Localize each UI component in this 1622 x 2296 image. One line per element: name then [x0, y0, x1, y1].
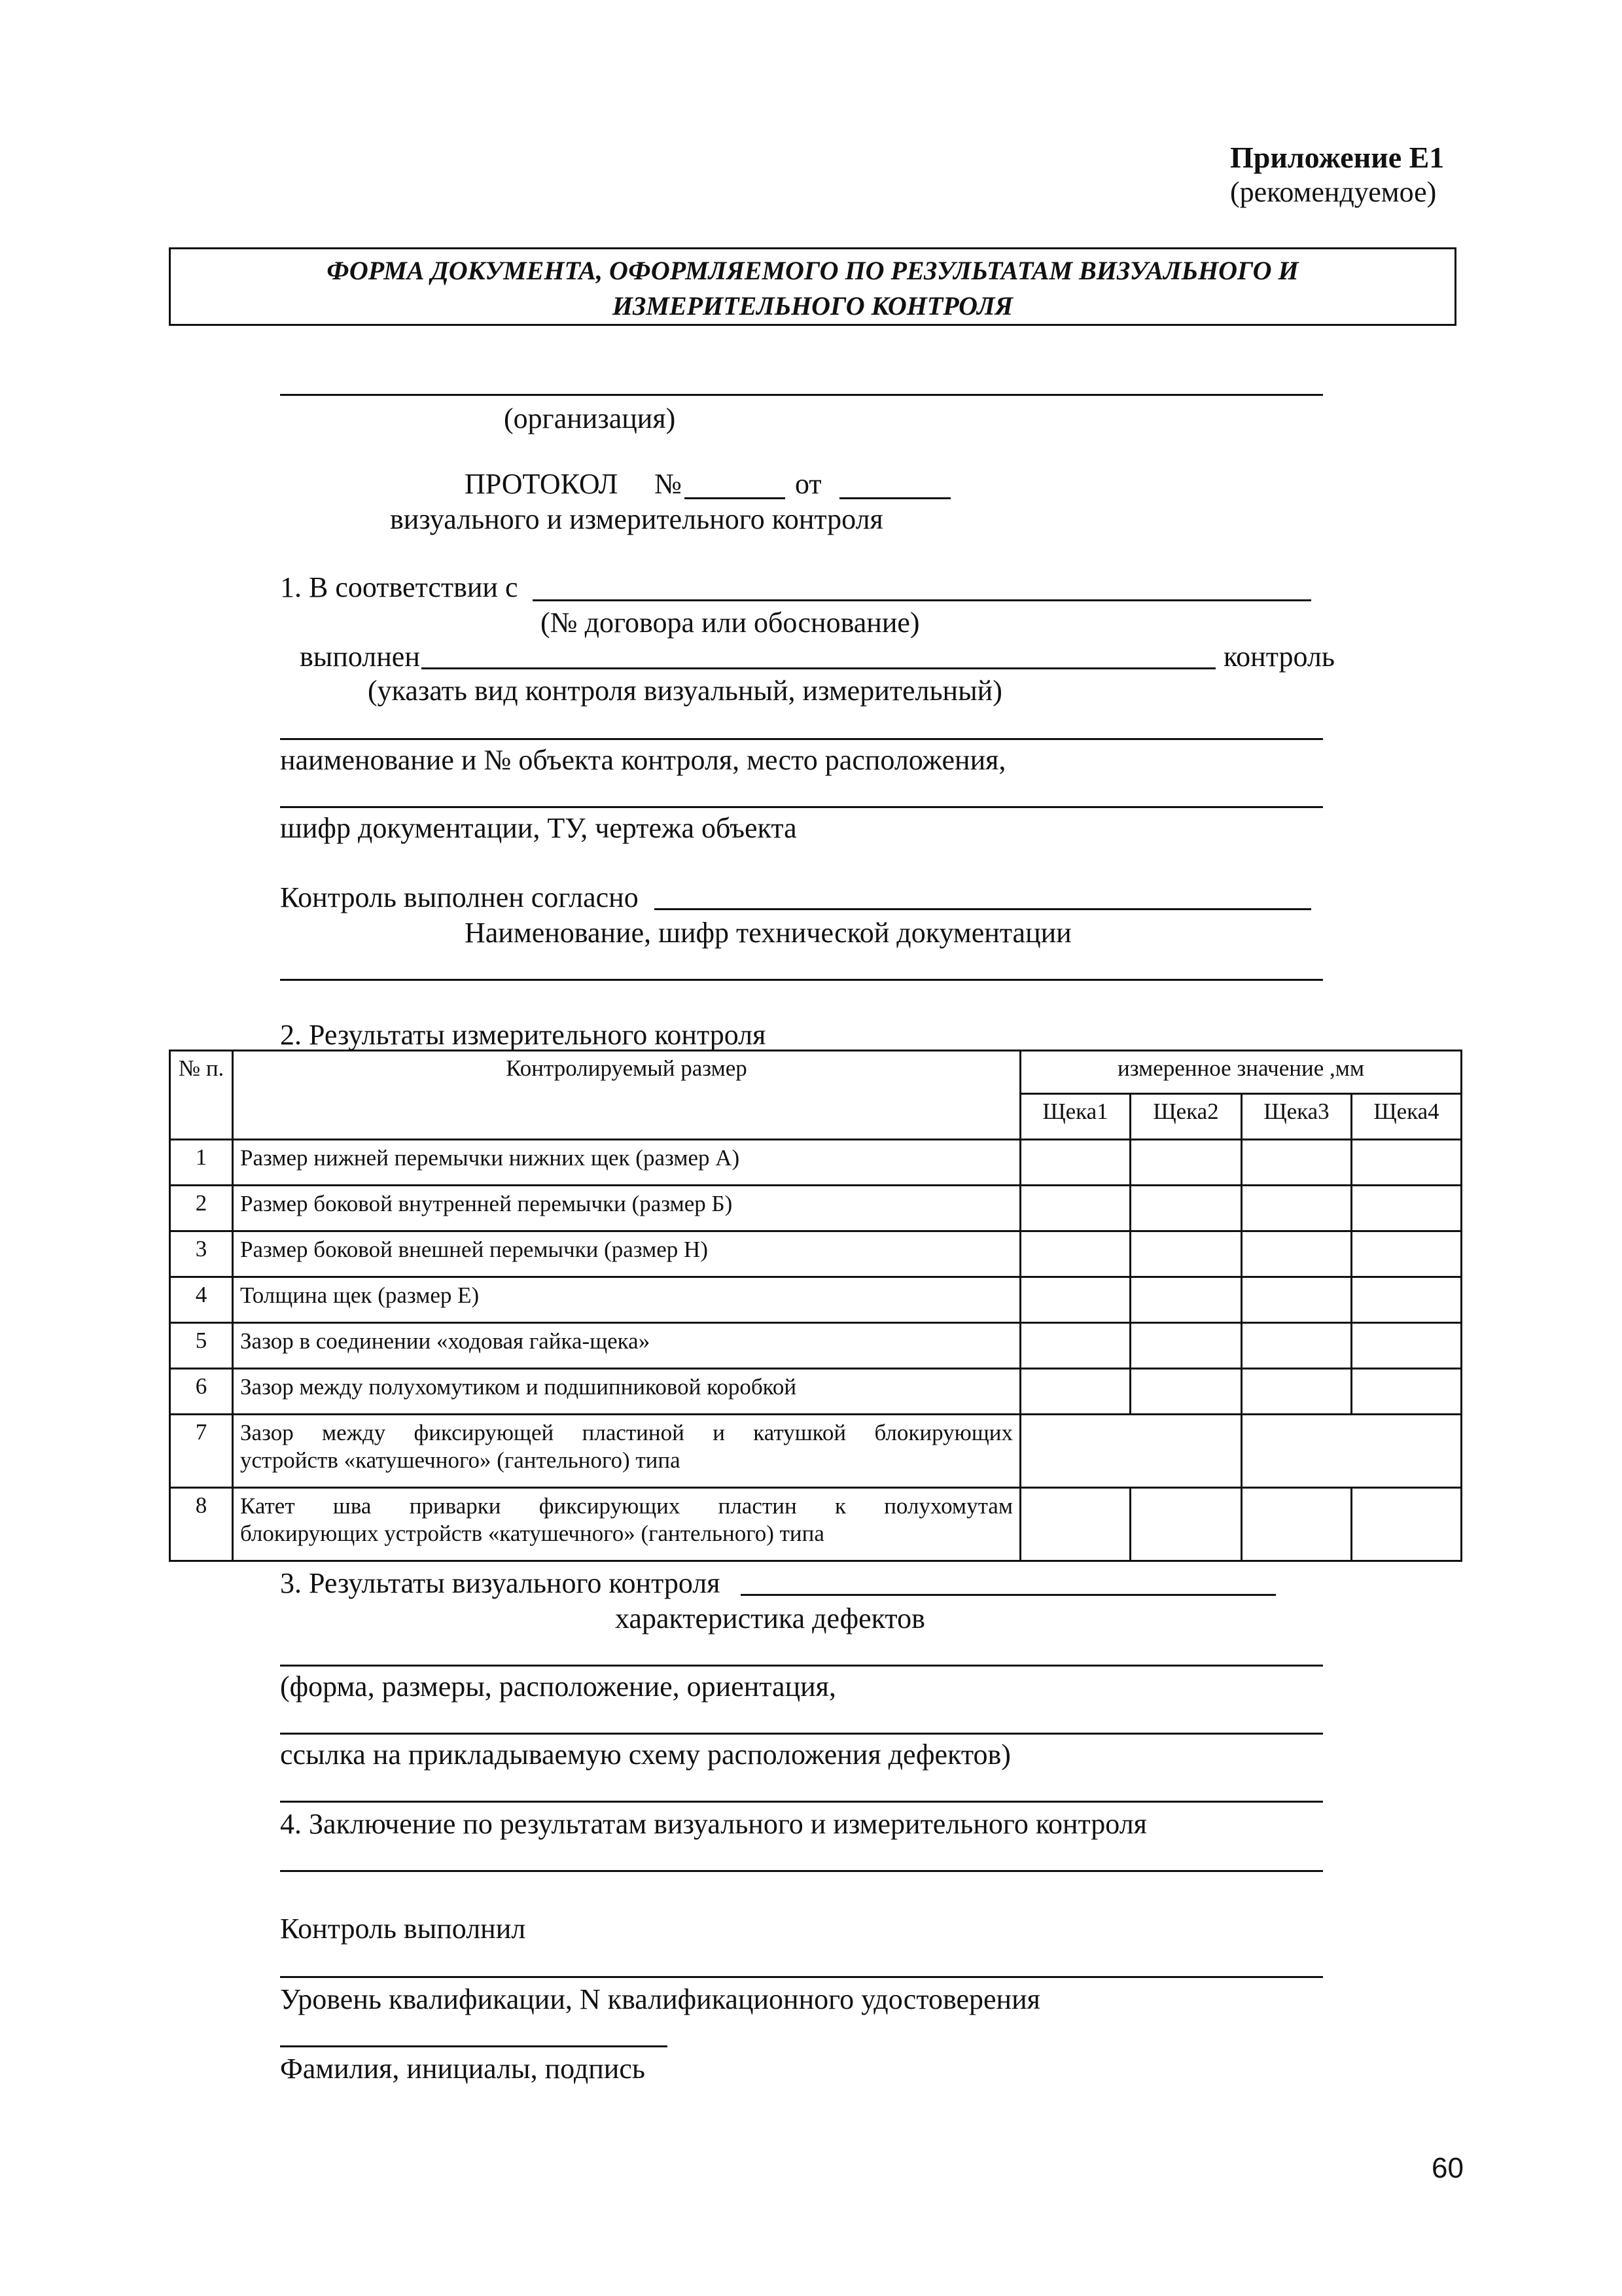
- performed-according-label: Контроль выполнен согласно: [280, 881, 639, 913]
- value-cell[interactable]: [1352, 1140, 1462, 1186]
- value-cell[interactable]: [1021, 1231, 1131, 1277]
- protocol-date-field[interactable]: [839, 497, 951, 499]
- protocol-label: ПРОТОКОЛ: [465, 468, 618, 500]
- table-row: [170, 1369, 1462, 1415]
- row-num: 1: [170, 1140, 233, 1186]
- row-name: [233, 1415, 1021, 1488]
- value-cell[interactable]: [1242, 1186, 1352, 1231]
- contract-field-line[interactable]: [533, 599, 1311, 601]
- col-measured-header: измеренное значение ,мм: [1021, 1051, 1462, 1094]
- value-cell[interactable]: [1021, 1186, 1131, 1231]
- conclusion-field-line[interactable]: [280, 1870, 1323, 1872]
- row-name: Размер нижней перемычки нижних щек (размер А): [233, 1140, 1021, 1186]
- sub-col-2: Щека2: [1131, 1094, 1242, 1140]
- row-name-line2: устройств «катушечного» (гантельного) типа: [240, 1447, 680, 1473]
- value-cell[interactable]: [1352, 1231, 1462, 1277]
- protocol-subtitle: визуального и измерительного контроля: [390, 503, 883, 535]
- value-cell[interactable]: [1352, 1186, 1462, 1231]
- table-row: [170, 1323, 1462, 1369]
- qualification-caption: Уровень квалификации, N квалификационного удостоверения: [280, 1983, 1040, 2015]
- organization-caption: (организация): [504, 402, 676, 434]
- table-row: [170, 1231, 1462, 1277]
- value-cell[interactable]: [1242, 1488, 1352, 1561]
- control-word: контроль: [1224, 641, 1335, 673]
- row-num: 2: [170, 1186, 233, 1231]
- measurement-table: [169, 1050, 1462, 1562]
- row-num: 5: [170, 1323, 233, 1369]
- row-name-line1: Катет шва приварки фиксирующих пластин к полухомутам: [240, 1493, 1013, 1519]
- value-cell[interactable]: [1131, 1323, 1242, 1369]
- form-caption: (форма, размеры, расположение, ориентация,: [280, 1670, 836, 1703]
- tech-docs-field-line[interactable]: [654, 908, 1311, 910]
- from-label: от: [795, 468, 822, 500]
- tech-docs-caption: Наименование, шифр технической документации: [465, 917, 1072, 949]
- appendix-subtitle: (рекомендуемое): [1230, 176, 1437, 208]
- docs-field-line[interactable]: [280, 806, 1323, 808]
- row-name: [233, 1488, 1021, 1561]
- qualification-field-line[interactable]: [280, 1976, 1323, 1978]
- control-type-caption: (указать вид контроля визуальный, измерительный): [368, 675, 1002, 707]
- value-cell[interactable]: [1021, 1277, 1131, 1323]
- page-number: 60: [1432, 2152, 1464, 2184]
- value-cell[interactable]: [1021, 1369, 1131, 1415]
- value-cell[interactable]: [1242, 1369, 1352, 1415]
- row-num: 8: [170, 1488, 233, 1561]
- section4-heading: 4. Заключение по результатам визуального и измерительного контроля: [280, 1808, 1147, 1840]
- row-name-line2: блокирующих устройств «катушечного» (гантельного) типа: [240, 1521, 824, 1546]
- row-num: 6: [170, 1369, 233, 1415]
- accordance-label: 1. В соответствии с: [280, 571, 518, 603]
- performed-by-label: Контроль выполнил: [280, 1913, 526, 1945]
- table-row: [170, 1186, 1462, 1231]
- sub-col-3: Щека3: [1242, 1094, 1352, 1140]
- scheme-field-line[interactable]: [280, 1801, 1323, 1803]
- value-cell[interactable]: [1352, 1323, 1462, 1369]
- table-row: [170, 1277, 1462, 1323]
- value-cell[interactable]: [1242, 1140, 1352, 1186]
- row-num: 4: [170, 1277, 233, 1323]
- defects-field-line[interactable]: [280, 1665, 1323, 1667]
- row-num: 3: [170, 1231, 233, 1277]
- organization-field-line[interactable]: [280, 394, 1323, 396]
- value-cell[interactable]: [1131, 1186, 1242, 1231]
- value-cell[interactable]: [1352, 1277, 1462, 1323]
- control-type-field-line[interactable]: [421, 667, 1216, 669]
- value-cell-merged[interactable]: [1242, 1415, 1462, 1488]
- tech-docs-extra-line[interactable]: [280, 979, 1323, 981]
- value-cell[interactable]: [1131, 1369, 1242, 1415]
- row-name: Зазор между полухомутиком и подшипниковой коробкой: [233, 1369, 1021, 1415]
- value-cell[interactable]: [1021, 1488, 1131, 1561]
- row-name: Толщина щек (размер Е): [233, 1277, 1021, 1323]
- sub-col-1: Щека1: [1021, 1094, 1131, 1140]
- row-name: Размер боковой внешней перемычки (размер Н): [233, 1231, 1021, 1277]
- value-cell[interactable]: [1131, 1140, 1242, 1186]
- performed-label: выполнен: [300, 641, 420, 673]
- value-cell[interactable]: [1352, 1488, 1462, 1561]
- value-cell[interactable]: [1131, 1277, 1242, 1323]
- value-cell-merged[interactable]: [1021, 1415, 1242, 1488]
- section2-heading: 2. Результаты измерительного контроля: [280, 1019, 766, 1051]
- value-cell[interactable]: [1242, 1323, 1352, 1369]
- value-cell[interactable]: [1131, 1231, 1242, 1277]
- signature-field-line[interactable]: [280, 2045, 667, 2047]
- scheme-caption: ссылка на прикладываемую схему расположения дефектов): [280, 1739, 1011, 1771]
- protocol-number-field[interactable]: [684, 497, 785, 499]
- value-cell[interactable]: [1352, 1369, 1462, 1415]
- form-field-line[interactable]: [280, 1733, 1323, 1735]
- value-cell[interactable]: [1021, 1323, 1131, 1369]
- object-caption: наименование и № объекта контроля, место расположения,: [280, 744, 1006, 776]
- value-cell[interactable]: [1242, 1277, 1352, 1323]
- table-row: [170, 1488, 1462, 1561]
- docs-caption: шифр документации, ТУ, чертежа объекта: [280, 812, 797, 844]
- contract-caption: (№ договора или обоснование): [540, 607, 920, 639]
- object-field-line[interactable]: [280, 738, 1323, 740]
- value-cell[interactable]: [1242, 1231, 1352, 1277]
- col-num-header: № п.: [170, 1051, 233, 1140]
- row-num: 7: [170, 1415, 233, 1488]
- appendix-title: Приложение Е1: [1230, 141, 1445, 174]
- col-size-header: Контролируемый размер: [233, 1051, 1021, 1140]
- value-cell[interactable]: [1131, 1488, 1242, 1561]
- form-title-line1: ФОРМА ДОКУМЕНТА, ОФОРМЛЯЕМОГО ПО РЕЗУЛЬТАТАМ ВИЗУАЛЬНОГО И: [326, 256, 1299, 285]
- name-caption: Фамилия, инициалы, подпись: [280, 2053, 645, 2085]
- value-cell[interactable]: [1021, 1140, 1131, 1186]
- form-title-box: [169, 247, 1456, 326]
- table-row: [170, 1415, 1462, 1488]
- defects-caption: характеристика дефектов: [615, 1602, 925, 1634]
- form-title-line2: ИЗМЕРИТЕЛЬНОГО КОНТРОЛЯ: [612, 291, 1014, 321]
- table-row: [170, 1140, 1462, 1186]
- row-name: Зазор в соединении «ходовая гайка-щека»: [233, 1323, 1021, 1369]
- number-sign: №: [654, 468, 682, 500]
- sub-col-4: Щека4: [1352, 1094, 1462, 1140]
- visual-results-field-line[interactable]: [741, 1594, 1276, 1596]
- section3-heading: 3. Результаты визуального контроля: [280, 1567, 720, 1599]
- row-name-line1: Зазор между фиксирующей пластиной и катушкой блокирующих: [240, 1420, 1013, 1445]
- row-name: Размер боковой внутренней перемычки (размер Б): [233, 1186, 1021, 1231]
